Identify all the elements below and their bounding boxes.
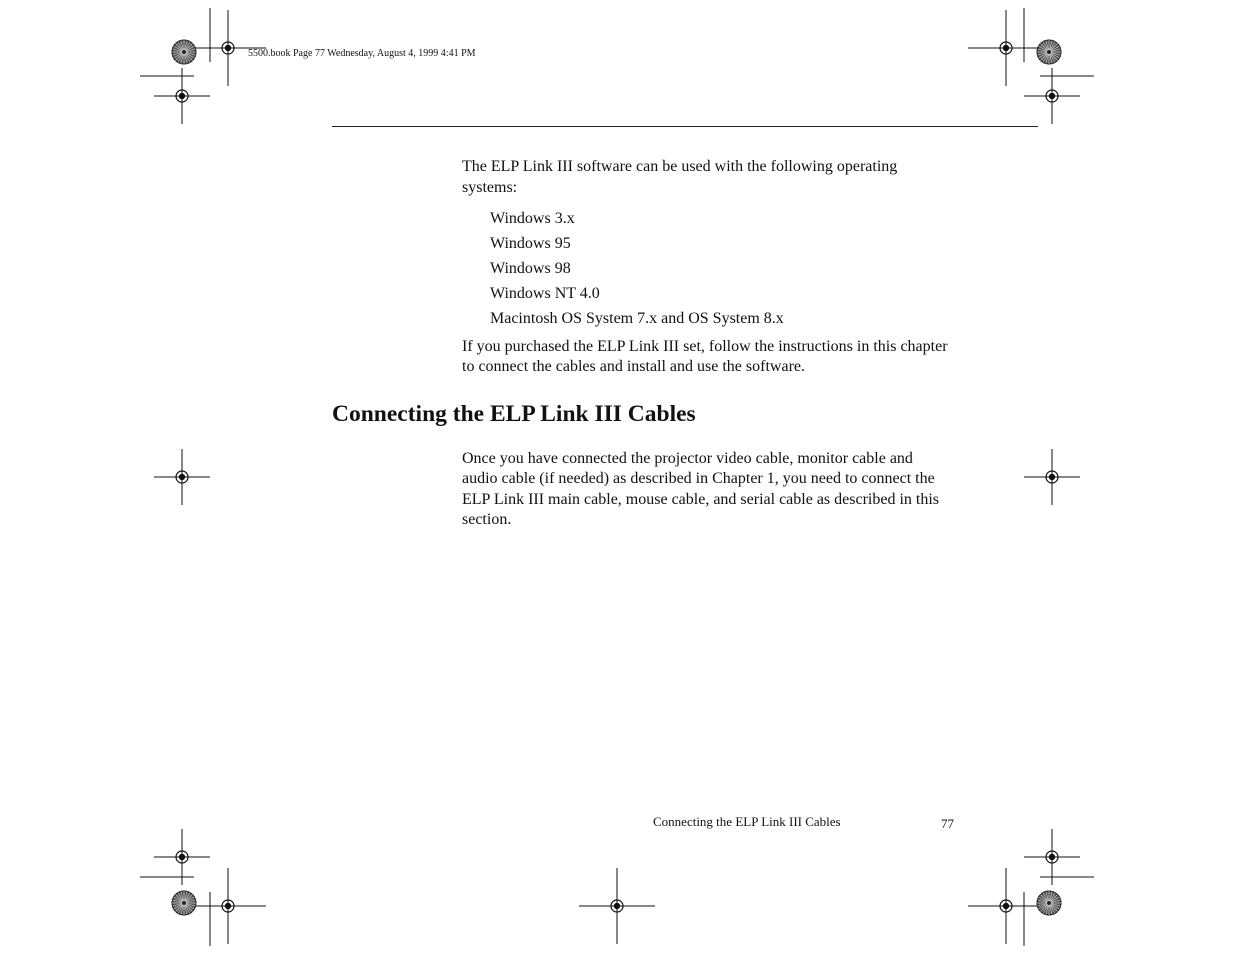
color-target-center: [1047, 901, 1051, 905]
list-item: Windows NT 4.0: [490, 285, 600, 302]
page-number: 77: [941, 816, 954, 831]
print-slug: 5500.book Page 77 Wednesday, August 4, 1999 4:41 PM: [248, 48, 476, 59]
purchase-paragraph: If you purchased the ELP Link III set, follow the instructions in this chapter to connect the cables and install and use the software.: [462, 338, 948, 375]
intro-paragraph: The ELP Link III software can be used with the following operating systems:: [462, 158, 898, 196]
registration-dot: [1003, 45, 1009, 51]
list-item: Windows 3.x: [490, 210, 575, 227]
color-target-center: [182, 901, 186, 905]
header-rule: [332, 126, 1038, 127]
color-target-center: [1047, 50, 1051, 54]
registration-dot: [1049, 93, 1055, 99]
registration-dot: [1049, 854, 1055, 860]
os-list: [490, 206, 784, 331]
section-heading: Connecting the ELP Link III Cables: [332, 401, 696, 427]
registration-dot: [179, 474, 185, 480]
list-item: Windows 98: [490, 260, 571, 277]
registration-dot: [614, 903, 620, 909]
footer-chapter-title: Connecting the ELP Link III Cables: [653, 814, 841, 829]
registration-dot: [225, 903, 231, 909]
registration-dot: [1003, 903, 1009, 909]
registration-dot: [225, 45, 231, 51]
section-body-paragraph: Once you have connected the projector video cable, monitor cable and audio cable (if needed) as described in Chapter 1, you need to connect the ELP Link III main cable, mouse cable, and serial cable as described in this section.: [462, 450, 940, 528]
list-item: Windows 95: [490, 235, 571, 252]
registration-dot: [179, 93, 185, 99]
registration-dot: [1049, 474, 1055, 480]
color-target-center: [182, 50, 186, 54]
registration-dot: [179, 854, 185, 860]
list-item: Macintosh OS System 7.x and OS System 8.x: [490, 310, 784, 327]
